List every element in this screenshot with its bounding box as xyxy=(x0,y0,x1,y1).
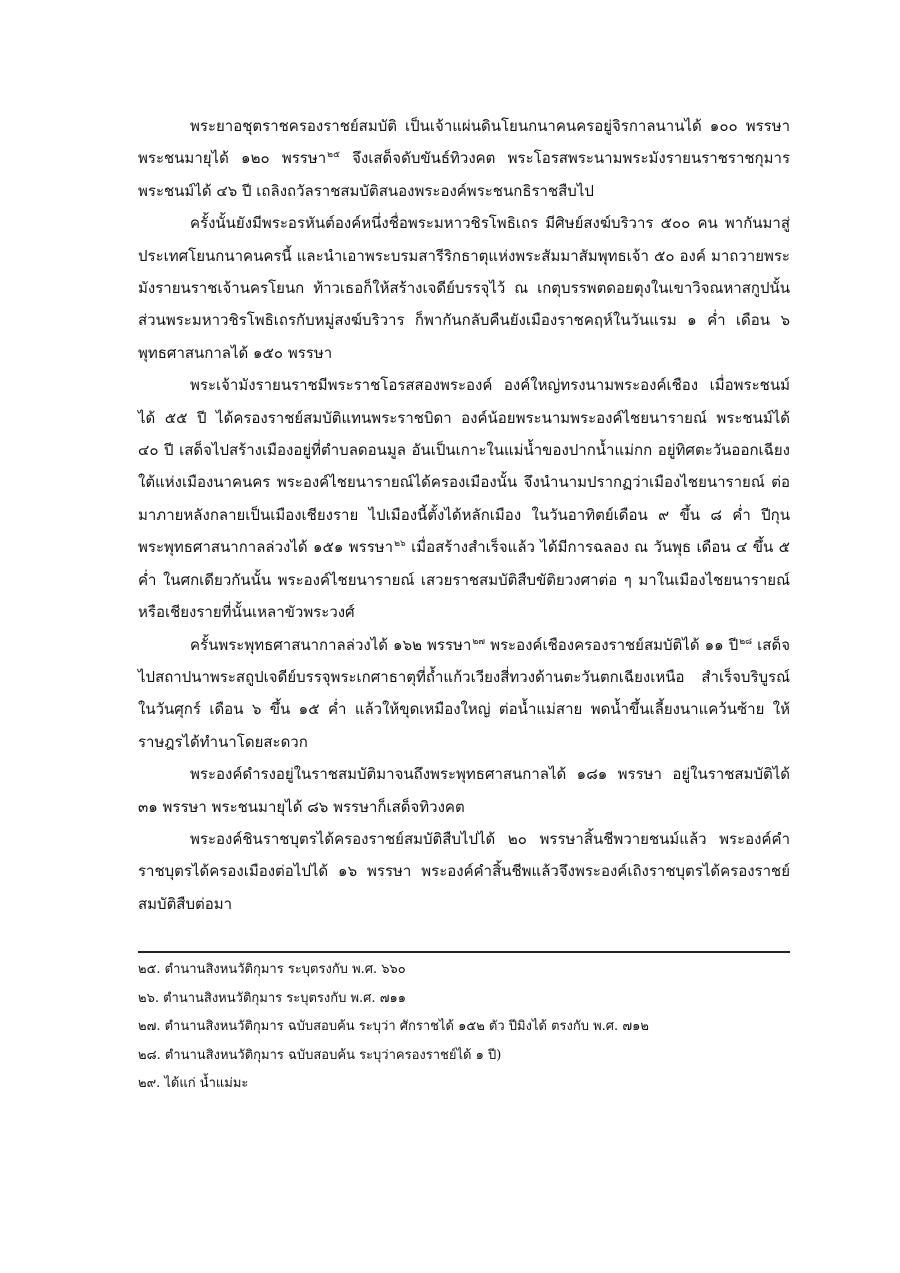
paragraph xyxy=(138,629,790,759)
footnote-ref: ๒๕ xyxy=(327,150,340,161)
footnote-ref: ๒๗ xyxy=(472,636,486,647)
paragraph xyxy=(138,823,790,920)
paragraph-text: เมื่อสร้างสำเร็จแล้ว ได้มีการฉลอง ณ วันพุธ เดือน ๔ ขึ้น ๕ ค่ำ ในศกเดียวกันนั้น พระองค์ไชยนารายณ์ เสวยราชสมบัติสืบขัติยวงศาต่อ ๆ มาในเมืองไชยนารายณ์หรือเชียงรายที่นั้นเหลาขัวพระวงศ์ xyxy=(138,538,791,622)
footnote: ๒๖. ตำนานสิงหนวัติกุมาร ระบุตรงกับ พ.ศ. ๗๑๑ xyxy=(138,990,406,1006)
footnote: ๒๙. ได้แก่ น้ำแม่มะ xyxy=(138,1076,249,1092)
body-text xyxy=(138,110,790,920)
footnote-ref: ๒๘ xyxy=(739,636,753,647)
paragraph-text: จึงเสด็จดับขันธ์ทิวงคต พระโอรสพระนามพระมังรายนราชราชกุมาร พระชนม์ได้ ๔๖ ปี เถลิงถวัลราชสมบัติสนองพระองค์พระชนกธิราชสืบไป xyxy=(138,149,790,200)
paragraph-text: เสด็จไปสถาปนาพระสถูปเจดีย์บรรจุพระเกศาธาตุที่ถ้ำแก้วเวียงสี่ทวงด้านตะวันตกเฉียงเหนือ สำเร็จบริบูรณ์ในวันศุกร์ เดือน ๖ ขึ้น ๑๕ ค่ำ แล้วให้ขุดเหมืองใหญ่ ต่อน้ำแม่สาย พดน้ำขึ้นเลี้ยงนาแคว้นซ้าย ให้ราษฎรได้ทำนาโดยสะดวก xyxy=(138,635,790,751)
paragraph-text: พระองค์ดำรงอยู่ในราชสมบัติมาจนถึงพระพุทธศาสนกาลได้ ๑๘๑ พรรษา อยู่ในราชสมบัติได้ ๓๑ พรรษา พระชนมายุได้ ๘๖ พรรษาก็เสด็จทิวงคต xyxy=(138,765,790,816)
footnote-ref: ๒๖ xyxy=(394,539,406,550)
paragraph xyxy=(138,758,790,823)
paragraph-text: ครั้งนั้นยังมีพระอรหันต์องค์หนึ่งชื่อพระมหาวชิรโพธิเถร มีศิษย์สงฆ์บริวาร ๕๐๐ คน พากันมาสู่ประเทศโยนกนาคนครนี้ และนำเอาพระบรมสารีริกธาตุแห่งพระสัมมาสัมพุทธเจ้า ๕๐ องค์ มาถวายพระมังรายนราชเจ้านครโยนก ท้าวเธอก็ให้สร้างเจดีย์บรรจุไว้ ณ เกตุบรรพตดอยตุงในเขาวิจณหาสกูปนั้น ส่วนพระมหาวชิรโพธิเถรกับหมู่สงฆ์บริวาร ก็พากันกลับคืนยังเมืองราชคฤห์ในวันแรม ๑ ค่ำ เดือน ๖ พุทธศาสนกาลได้ ๑๕๐ พรรษา xyxy=(138,214,790,362)
footnotes xyxy=(138,956,790,1099)
paragraph-text: พระองค์เชืองครองราชย์สมบัติได้ ๑๑ ปี xyxy=(485,635,739,654)
paragraph xyxy=(138,369,790,628)
paragraph-text: พระเจ้ามังรายนราชมีพระราชโอรสสองพระองค์ องค์ใหญ่ทรงนามพระองค์เชือง เมื่อพระชนม์ได้ ๕๕ ปี ได้ครองราชย์สมบัติแทนพระราชบิดา องค์น้อยพระนามพระองค์ไชยนารายณ์ พระชนม์ได้ ๔๐ ปี เสด็จไปสร้างเมืองอยู่ที่ตำบลดอนมูล อันเป็นเกาะในแม่น้ำของปากน้ำแม่กก อยู่ทิศตะวันออกเฉียงใต้แห่งเมืองนาคนคร พระองค์ไชยนารายณ์ได้ครองเมืองนั้น จึงนำนามปรากฏว่าเมืองไชยนารายณ์ ต่อมาภายหลังกลายเป็นเมืองเชียงราย ไปเมืองนี้ตั้งได้หลักเมือง ในวันอาทิตย์เดือน ๙ ขึ้น ๘ ค่ำ ปีกุน พระพุทธศาสนากาลล่วงได้ ๑๕๑ พรรษา xyxy=(138,376,790,557)
footnote: ๒๕. ตำนานสิงหนวัติกุมาร ระบุตรงกับ พ.ศ. ๖๖๐ xyxy=(138,962,406,977)
footnote-separator xyxy=(138,951,790,953)
paragraph-text: พระยาอชุตราชครองราชย์สมบัติ เป็นเจ้าแผ่นดินโยนกนาคนครอยู่จิรกาลนานได้ ๑๐๐ พรรษา พระชนมายุได้ ๑๒๐ พรรษา xyxy=(138,117,790,168)
paragraph-text: พระองค์ชินราชบุตรได้ครองราชย์สมบัติสืบไปได้ ๒๐ พรรษาสิ้นชีพวายชนม์แล้ว พระองค์คำราชบุตรได้ครองเมืองต่อไปได้ ๑๖ พรรษา พระองค์คำสิ้นชีพแล้วจึงพระองค์เถิงราชบุตรได้ครองราชย์สมบัติสืบต่อมา xyxy=(138,829,790,913)
footnote: ๒๗. ตำนานสิงหนวัติกุมาร ฉบับสอบค้น ระบุว่า ศักราชได้ ๑๕๒ ตัว ปีมิงได้ ตรงกับ พ.ศ. ๗๑๒ xyxy=(138,1019,649,1035)
paragraph xyxy=(138,207,790,369)
paragraph xyxy=(138,110,790,207)
paragraph-text: ครั้นพระพุทธศาสนากาลล่วงได้ ๑๖๒ พรรษา xyxy=(190,635,472,654)
footnote: ๒๘. ตำนานสิงหนวัติกุมาร ฉบับสอบค้น ระบุว่าครองราชย์ได้ ๑ ปี) xyxy=(138,1047,502,1063)
